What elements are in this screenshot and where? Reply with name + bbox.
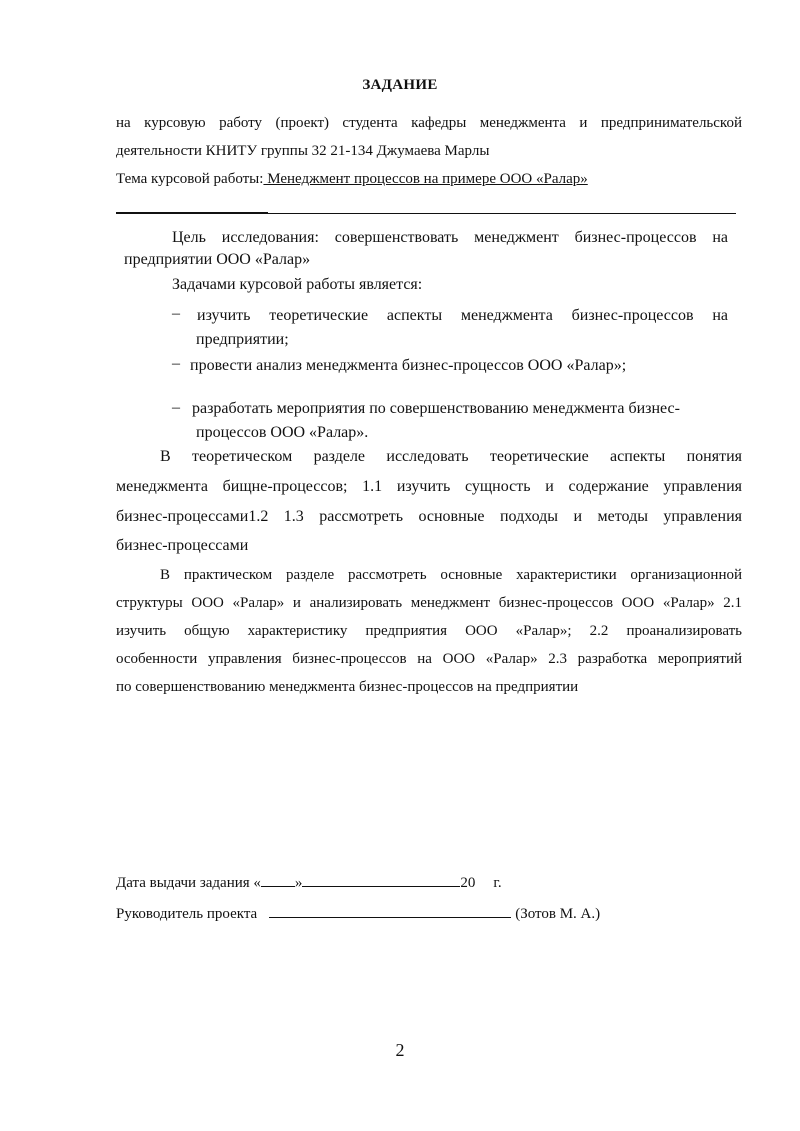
goal-line-2: предприятии ООО «Ралар» — [124, 251, 311, 268]
issue-month-blank — [302, 872, 460, 887]
assignment-line-1: на курсовую работу (проект) студента кафедры менеджмента и предпринимательской — [116, 115, 742, 131]
issue-year-suffix: г. — [493, 875, 502, 891]
assignment-line-2: деятельности КНИТУ группы 32 21-134 Джумаева Марлы — [116, 143, 490, 159]
practice-line-2: структуры ООО «Ралар» и анализировать менеджмент бизнес-процессов ООО «Ралар» 2.1 — [116, 595, 742, 611]
supervisor-signature-blank — [269, 903, 511, 918]
theory-line-2: менеджмента бищне-процессов; 1.1 изучить сущность и содержание управления — [116, 478, 742, 495]
page-number: 2 — [395, 1040, 405, 1060]
practice-line-1: В практическом разделе рассмотреть основные характеристики организационной — [160, 567, 742, 583]
practice-line-5: по совершенствованию менеджмента бизнес-процессов на предприятии — [116, 679, 579, 695]
task-dash-1: – — [172, 305, 180, 322]
task-dash-3: – — [172, 399, 180, 416]
practice-line-3: изучить общую характеристику предприятия ООО «Ралар»; 2.2 проанализировать — [116, 623, 742, 639]
theory-line-1: В теоретическом разделе исследовать теоретические аспекты понятия — [160, 448, 742, 465]
issue-date-label: Дата выдачи задания « — [116, 875, 261, 891]
tasks-heading: Задачами курсовой работы является: — [172, 276, 423, 293]
theory-line-3: бизнес-процессами1.2 1.3 рассмотреть основные подходы и методы управления — [116, 508, 742, 525]
task-3-line-2: процессов ООО «Ралар». — [196, 424, 369, 441]
task-1-line-1: изучить теоретические аспекты менеджмента бизнес-процессов на — [197, 307, 728, 324]
document-title: ЗАДАНИЕ — [362, 77, 438, 93]
task-3-line-1: разработать мероприятия по совершенствованию менеджмента бизнес- — [192, 400, 680, 417]
supervisor-label: Руководитель проекта — [116, 906, 258, 922]
topic-line — [116, 171, 588, 188]
topic-underline-thick — [116, 212, 268, 214]
issue-day-blank — [261, 872, 295, 887]
task-dash-2: – — [172, 355, 180, 372]
topic-label: Тема курсовой работы: — [116, 171, 264, 187]
supervisor-line — [116, 903, 600, 923]
topic-underline-thin — [268, 213, 736, 214]
task-1-line-2: предприятии; — [196, 331, 289, 348]
issue-year: 20 — [460, 875, 476, 891]
task-2: провести анализ менеджмента бизнес-процессов ООО «Ралар»; — [190, 357, 627, 374]
issue-date-line — [116, 872, 502, 892]
issue-date-quote: » — [294, 875, 303, 891]
practice-line-4: особенности управления бизнес-процессов на ООО «Ралар» 2.3 разработка мероприятий — [116, 651, 742, 667]
supervisor-name: (Зотов М. А.) — [515, 906, 601, 922]
topic-value: Менеджмент процессов на примере ООО «Ралар» — [263, 171, 588, 187]
theory-line-4: бизнес-процессами — [116, 537, 249, 554]
goal-line-1: Цель исследования: совершенствовать менеджмент бизнес-процессов на — [172, 229, 728, 246]
